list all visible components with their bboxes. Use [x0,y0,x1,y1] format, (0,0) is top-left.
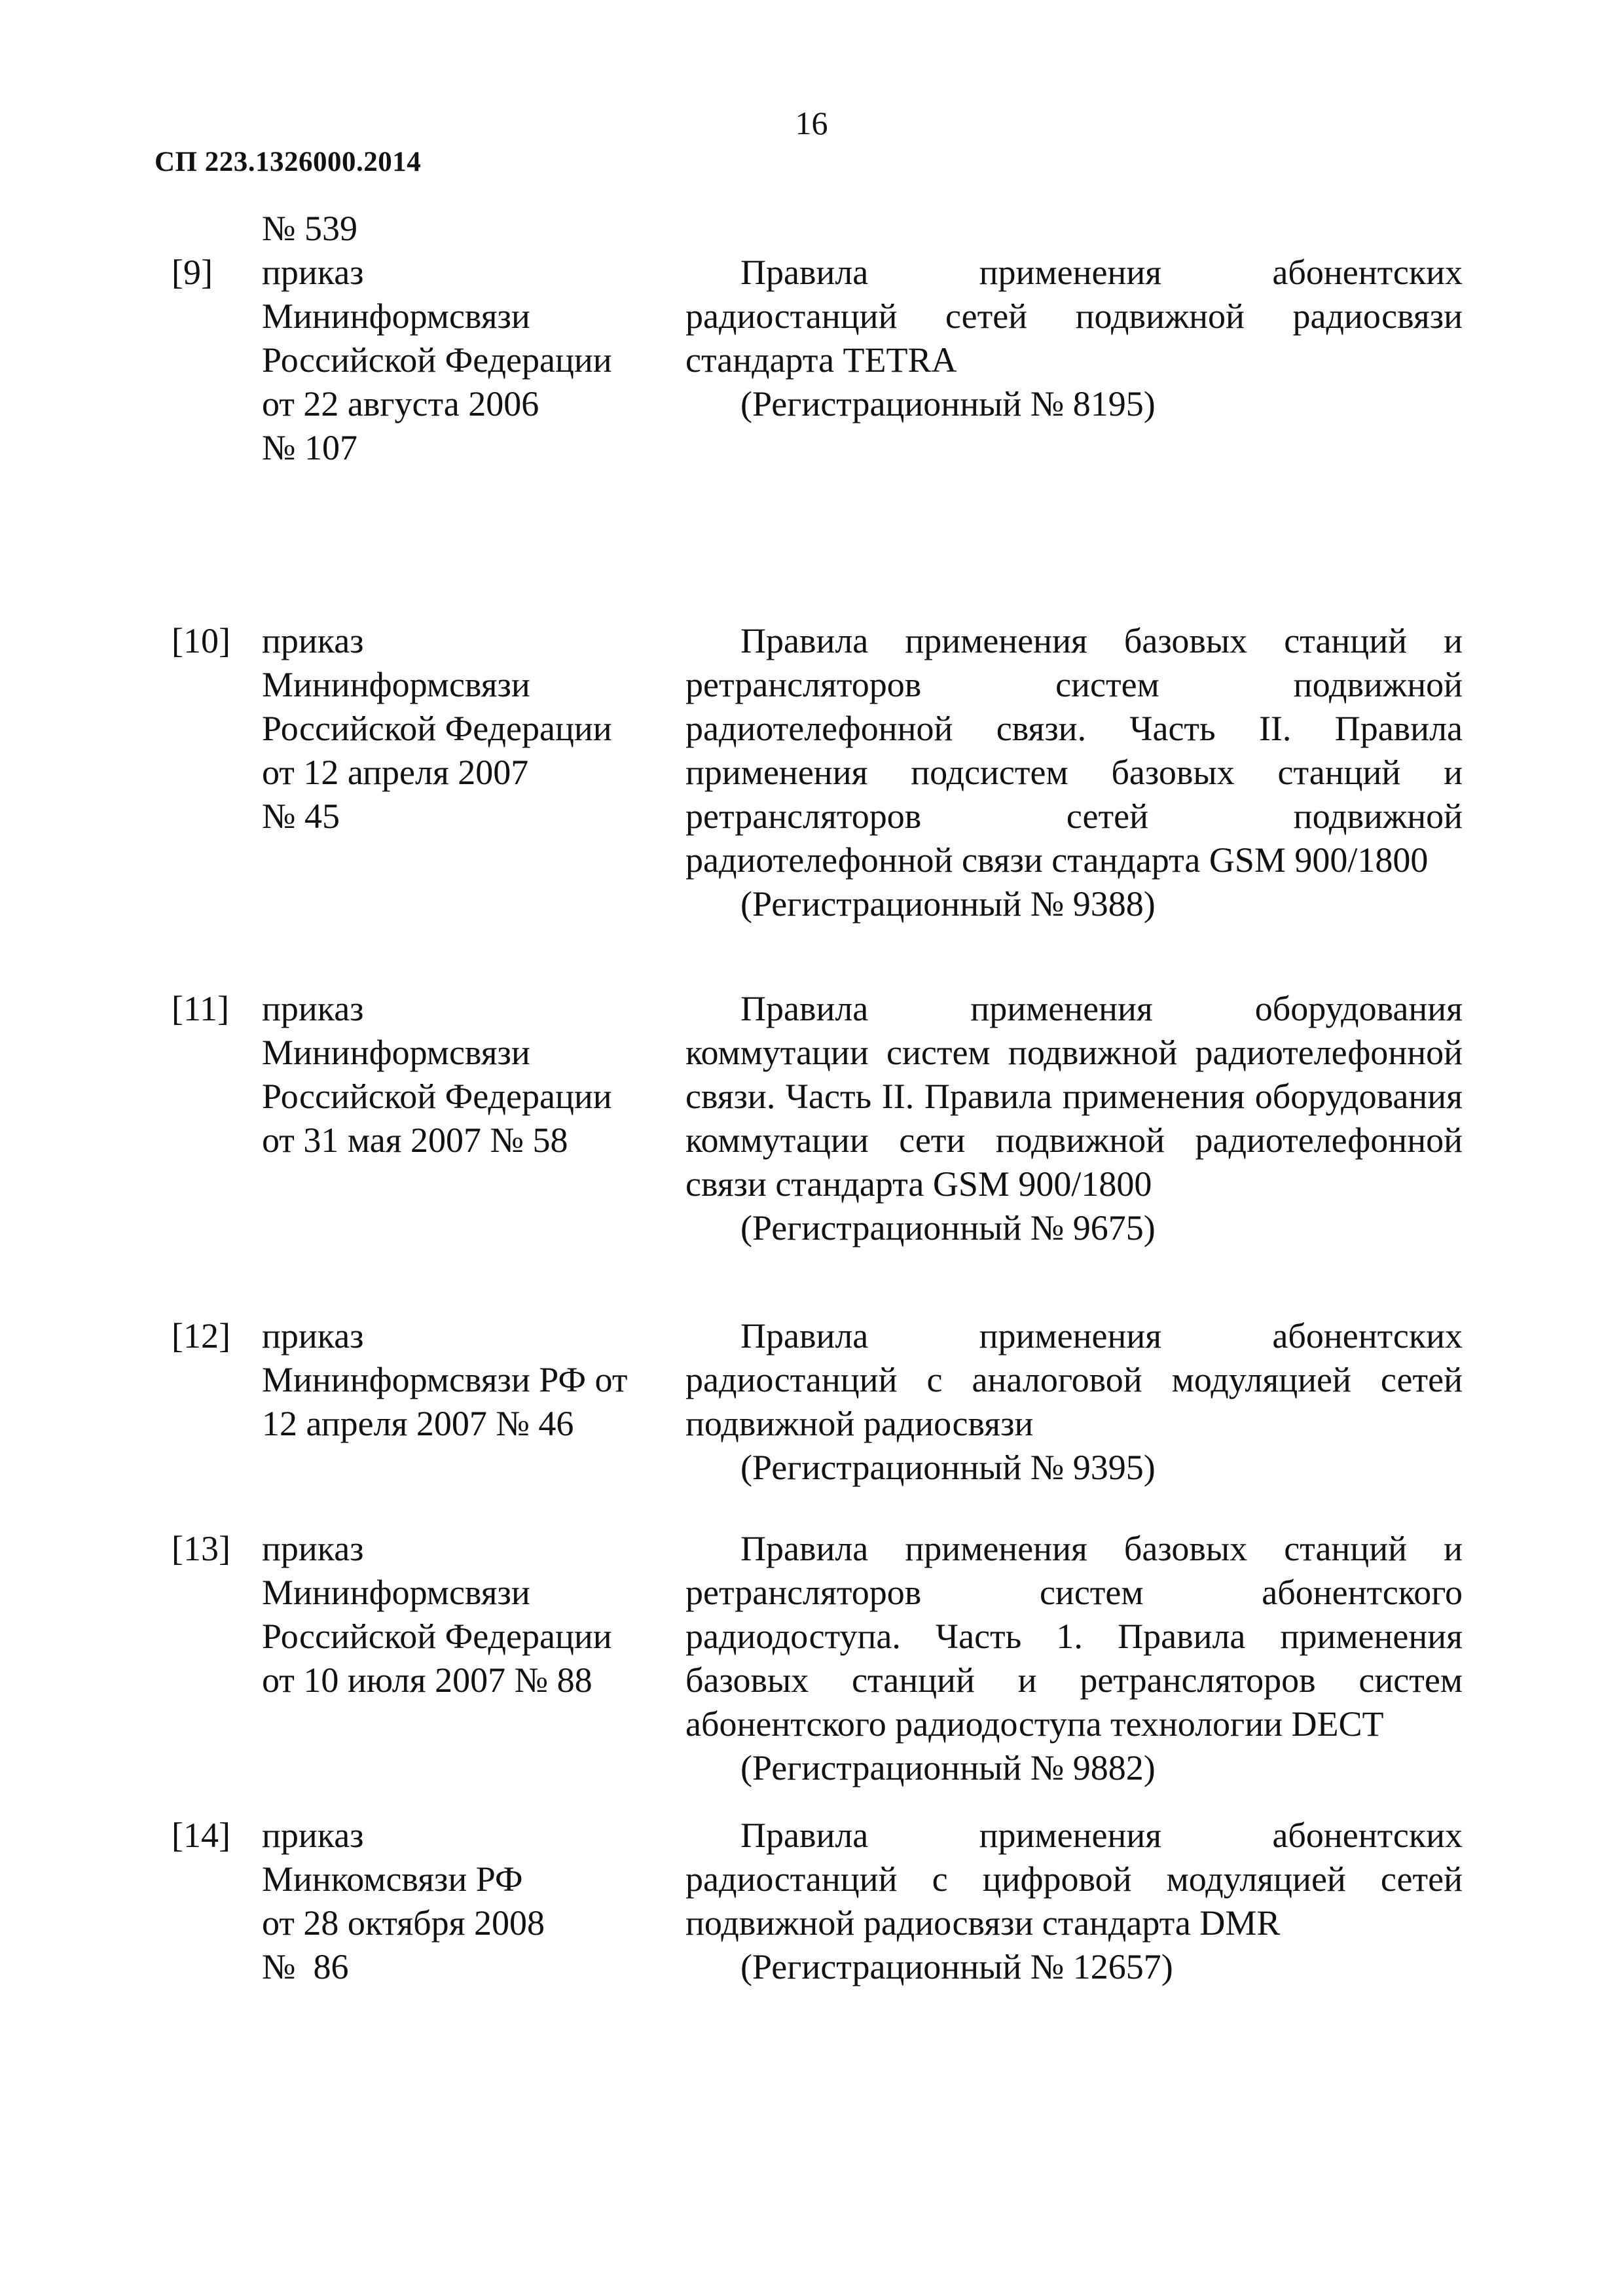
document-description [685,1814,1463,1989]
issuer-line: приказ [262,989,364,1028]
document-description [685,987,1463,1250]
issuer-line: Российской Федерации [262,340,612,380]
issuer-line: Мининформсвязи [262,1033,530,1072]
document-description [685,1527,1463,1790]
issuer-line: Мининформсвязи РФ от [262,1360,628,1399]
issuer [262,619,681,838]
issuer-line: Мининформсвязи [262,296,530,336]
registration-number: (Регистрационный № 9395) [740,1448,1156,1487]
issuer-line: от 12 апреля 2007 [262,753,529,792]
document-title: Правила применения абонентских радиостанций с цифровой модуляцией сетей подвижной радиосвязи стандарта DMR [685,1816,1463,1943]
registration-number: (Регистрационный № 12657) [740,1947,1173,1986]
page-number: 16 [795,105,828,141]
issuer-line: от 22 августа 2006 [262,384,539,423]
document-title: Правила применения абонентских радиостанций с аналоговой модуляцией сетей подвижной радиосвязи [685,1316,1463,1443]
issuer-line: от 28 октября 2008 [262,1903,545,1943]
issuer-line: Минкомсвязи РФ [262,1859,523,1899]
registration-number: (Регистрационный № 9675) [740,1208,1156,1247]
reference-number: [13] [172,1529,230,1568]
registration-number: (Регистрационный № 9388) [740,884,1156,924]
reference-number: [12] [172,1316,230,1355]
document-description [685,251,1463,426]
registration-number: (Регистрационный № 9882) [740,1748,1156,1787]
issuer-line: приказ [262,1316,364,1355]
issuer-line: приказ [262,253,364,292]
issuer-line: Мининформсвязи [262,1573,530,1612]
reference-number: [11] [172,989,229,1028]
issuer [262,251,681,470]
document-title: Правила применения оборудования коммутации систем подвижной радиотелефонной связи. Часть II. Правила применения оборудования коммутации сети подвижной радиотелефонной связи стандарта GSM 900/1800 [685,989,1463,1204]
issuer [262,1527,681,1702]
issuer-line: Российской Федерации [262,1617,612,1656]
issuer-line: № 45 [262,797,340,836]
issuer-line: приказ [262,1529,364,1568]
document-title: Правила применения базовых станций и ретрансляторов систем абонентского радиодоступа. Часть 1. Правила применения базовых станций и ретрансляторов систем абонентского радиодоступа технологии DECT [685,1529,1463,1744]
document-title: Правила применения базовых станций и ретрансляторов систем подвижной радиотелефонной связи. Часть II. Правила применения подсистем базовых станций и ретрансляторов сетей подвижной радиотелефонной связи стандарта GSM 900/1800 [685,621,1463,880]
document-description [685,1314,1463,1490]
issuer-line: 12 апреля 2007 № 46 [262,1404,574,1443]
document-description [685,619,1463,926]
reference-number: [14] [172,1816,230,1855]
document-title: Правила применения абонентских радиостанций сетей подвижной радиосвязи стандарта TETRA [685,253,1463,380]
reference-number: [9] [172,253,213,292]
previous-entry-number: № 539 [262,209,358,248]
reference-number: [10] [172,621,230,660]
issuer-line: № 86 [262,1947,349,1986]
issuer [262,1814,681,1989]
issuer-line: приказ [262,1816,364,1855]
issuer-line: Мининформсвязи [262,665,530,704]
issuer-line: от 10 июля 2007 № 88 [262,1660,593,1700]
issuer [262,987,681,1162]
issuer-line: Российской Федерации [262,1077,612,1116]
issuer-line: приказ [262,621,364,660]
issuer-line: Российской Федерации [262,709,612,748]
document-code: СП 223.1326000.2014 [155,147,422,177]
issuer [262,1314,681,1446]
issuer-line: от 31 мая 2007 № 58 [262,1121,568,1160]
registration-number: (Регистрационный № 8195) [740,384,1156,423]
issuer-line: № 107 [262,428,358,467]
